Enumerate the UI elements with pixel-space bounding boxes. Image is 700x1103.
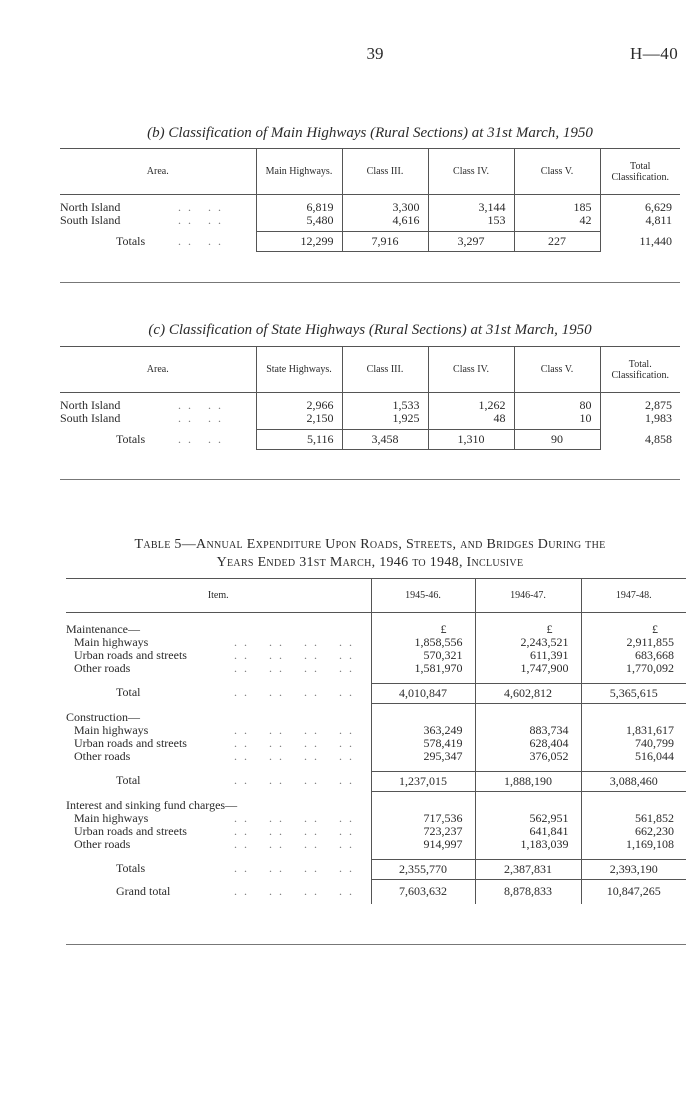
- cell-1945-46: 570,321: [371, 649, 475, 662]
- table5-title-line1: Table 5—Annual Expenditure Upon Roads, Streets, and Bridges During the: [134, 537, 606, 552]
- col-area: Area.: [60, 149, 256, 195]
- total-label: Total: [116, 685, 141, 699]
- cell-1946-47: 641,841: [475, 825, 581, 838]
- total-class3: 3,458: [342, 430, 428, 450]
- col-area: Area.: [60, 347, 256, 393]
- cell-1946-47: 376,052: [475, 750, 581, 763]
- cell-1947-48: 2,911,855: [581, 636, 686, 649]
- table-row: Other roads . . . . . . . . 914,997 1,183,039 1,169,108: [66, 838, 686, 851]
- col-class5: Class V.: [514, 347, 600, 393]
- cell-1947-48: 1,831,617: [581, 724, 686, 737]
- cell-1946-47: 883,734: [475, 724, 581, 737]
- cell-1945-46: 363,249: [371, 724, 475, 737]
- grand-total-1947-48: 10,847,265: [581, 885, 686, 898]
- cell-1947-48: 662,230: [581, 825, 686, 838]
- total-1946-47: 2,387,831: [475, 859, 581, 879]
- total-class4: 1,310: [428, 430, 514, 450]
- cell-1946-47: 628,404: [475, 737, 581, 750]
- total-1946-47: 4,602,812: [475, 683, 581, 703]
- section-heading-row: [66, 711, 686, 724]
- col-class3: Class III.: [342, 149, 428, 195]
- table-row: Main highways . . . . . . . . 717,536 562,951 561,852: [66, 812, 686, 825]
- cell-1945-46: 1,581,970: [371, 662, 475, 675]
- divider: [60, 479, 680, 480]
- row-label: Urban roads and streets: [74, 648, 187, 662]
- section-total-row: Total . . . . . . . . 1,237,015 1,888,190 3,088,460: [66, 771, 686, 791]
- table-c: [60, 346, 680, 450]
- totals-label: Totals: [116, 431, 146, 446]
- cell-class5: 185: [514, 201, 600, 214]
- cell-class4: 153: [428, 214, 514, 227]
- cell-1945-46: 914,997: [371, 838, 475, 851]
- total-1947-48: 3,088,460: [581, 771, 686, 791]
- cell-state: 2,966: [256, 399, 342, 412]
- section-heading-row: [66, 799, 686, 812]
- col-main: Main Highways.: [256, 149, 342, 195]
- cell-class4: 48: [428, 412, 514, 425]
- cell-class5: 80: [514, 399, 600, 412]
- cell-class3: 1,925: [342, 412, 428, 425]
- row-label: Urban roads and streets: [74, 736, 187, 750]
- section-heading: Maintenance—: [66, 622, 140, 636]
- total-state: 5,116: [256, 430, 342, 450]
- col-class5: Class V.: [514, 149, 600, 195]
- cell-1947-48: 561,852: [581, 812, 686, 825]
- col-class4: Class IV.: [428, 347, 514, 393]
- totals-label: Totals: [116, 233, 146, 248]
- total-main: 12,299: [256, 232, 342, 252]
- row-area: North Island: [60, 397, 121, 412]
- page-code: H—40: [630, 44, 679, 63]
- section-heading: Interest and sinking fund charges—: [66, 798, 238, 812]
- section-heading-row: [66, 623, 686, 636]
- col-state: State Highways.: [256, 347, 342, 393]
- row-label: Other roads: [74, 837, 131, 851]
- total-total: 4,858: [600, 430, 680, 450]
- cell-1947-48: 683,668: [581, 649, 686, 662]
- cell-1945-46: 578,419: [371, 737, 475, 750]
- col-1947-48: 1947-48.: [581, 579, 686, 613]
- section-total-row: Totals . . . . . . . . 2,355,770 2,387,831 2,393,190: [66, 859, 686, 879]
- table5-title-line2: Years Ended 31st March, 1946 to 1948, Inclusive: [216, 555, 524, 570]
- total-1945-46: 4,010,847: [371, 683, 475, 703]
- cell-1947-48: 516,044: [581, 750, 686, 763]
- grand-total-1946-47: 8,878,833: [475, 885, 581, 898]
- divider: [60, 282, 680, 283]
- cell-class3: 3,300: [342, 201, 428, 214]
- table-row: Other roads . . . . . . . . 1,581,970 1,747,900 1,770,092: [66, 662, 686, 675]
- cell-1945-46: 723,237: [371, 825, 475, 838]
- page-number: 39: [366, 44, 384, 63]
- cell-state: 2,150: [256, 412, 342, 425]
- cell-class5: 42: [514, 214, 600, 227]
- cell-class5: 10: [514, 412, 600, 425]
- col-class4: Class IV.: [428, 149, 514, 195]
- cell-1946-47: 1,183,039: [475, 838, 581, 851]
- total-class5: 90: [514, 430, 600, 450]
- cell-total: 4,811: [600, 214, 680, 227]
- total-total: 11,440: [600, 232, 680, 252]
- col-item: Item.: [66, 579, 371, 613]
- cell-1947-48: 1,770,092: [581, 662, 686, 675]
- col-1946-47: 1946-47.: [475, 579, 581, 613]
- cell-class4: 3,144: [428, 201, 514, 214]
- table-row: Urban roads and streets . . . . . . . . 723,237 641,841 662,230: [66, 825, 686, 838]
- cell-1946-47: 611,391: [475, 649, 581, 662]
- table-row: Other roads . . . . . . . . 295,347 376,052 516,044: [66, 750, 686, 763]
- cell-1946-47: 562,951: [475, 812, 581, 825]
- row-label: Main highways: [74, 723, 149, 737]
- table-row: Main highways . . . . . . . . 363,249 883,734 1,831,617: [66, 724, 686, 737]
- total-1945-46: 2,355,770: [371, 859, 475, 879]
- table5: [66, 578, 686, 904]
- currency-symbol: £: [371, 623, 475, 636]
- total-label: Total: [116, 773, 141, 787]
- currency-symbol: £: [581, 623, 686, 636]
- total-class4: 3,297: [428, 232, 514, 252]
- row-area: South Island: [60, 410, 121, 425]
- total-1946-47: 1,888,190: [475, 771, 581, 791]
- totals-row: Totals . . . . 5,116 3,458 1,310 90 4,858: [60, 430, 680, 450]
- cell-total: 1,983: [600, 412, 680, 425]
- total-1947-48: 2,393,190: [581, 859, 686, 879]
- table-row: Main highways . . . . . . . . 1,858,556 2,243,521 2,911,855: [66, 636, 686, 649]
- total-label: Totals: [116, 861, 146, 875]
- divider: [66, 944, 686, 945]
- table-row: South Island . . . . 5,480 4,616 153 42 4,811: [60, 214, 680, 227]
- totals-row: Totals . . . . 12,299 7,916 3,297 227 11,440: [60, 232, 680, 252]
- row-area: North Island: [60, 199, 121, 214]
- cell-class3: 1,533: [342, 399, 428, 412]
- col-total: Total Classification.: [600, 149, 680, 195]
- row-label: Main highways: [74, 811, 149, 825]
- total-1947-48: 5,365,615: [581, 683, 686, 703]
- cell-1947-48: 740,799: [581, 737, 686, 750]
- cell-main: 5,480: [256, 214, 342, 227]
- col-total: Total. Classification.: [600, 347, 680, 393]
- cell-class4: 1,262: [428, 399, 514, 412]
- cell-1946-47: 1,747,900: [475, 662, 581, 675]
- row-label: Other roads: [74, 749, 131, 763]
- table-row: Urban roads and streets . . . . . . . . 578,419 628,404 740,799: [66, 737, 686, 750]
- cell-total: 2,875: [600, 399, 680, 412]
- cell-1945-46: 295,347: [371, 750, 475, 763]
- total-1945-46: 1,237,015: [371, 771, 475, 791]
- row-label: Other roads: [74, 661, 131, 675]
- currency-symbol: £: [475, 623, 581, 636]
- cell-main: 6,819: [256, 201, 342, 214]
- table-row: Urban roads and streets . . . . . . . . 570,321 611,391 683,668: [66, 649, 686, 662]
- table-row: North Island . . . . 2,966 1,533 1,262 80 2,875: [60, 399, 680, 412]
- cell-1947-48: 1,169,108: [581, 838, 686, 851]
- cell-1946-47: 2,243,521: [475, 636, 581, 649]
- table-b-caption: (b) Classification of Main Highways (Rural Sections) at 31st March, 1950: [147, 125, 593, 141]
- section-heading: Construction—: [66, 710, 140, 724]
- table-row: North Island . . . . 6,819 3,300 3,144 185 6,629: [60, 201, 680, 214]
- row-label: Main highways: [74, 635, 149, 649]
- section-total-row: Total . . . . . . . . 4,010,847 4,602,812 5,365,615: [66, 683, 686, 703]
- total-class5: 227: [514, 232, 600, 252]
- total-class3: 7,916: [342, 232, 428, 252]
- col-1945-46: 1945-46.: [371, 579, 475, 613]
- grand-total-1945-46: 7,603,632: [371, 885, 475, 898]
- table-c-caption: (c) Classification of State Highways (Rural Sections) at 31st March, 1950: [148, 322, 592, 338]
- table-row: South Island . . . . 2,150 1,925 48 10 1,983: [60, 412, 680, 425]
- grand-total-label: Grand total: [116, 884, 171, 898]
- cell-1945-46: 1,858,556: [371, 636, 475, 649]
- grand-total-row: Grand total . . . . . . . . 7,603,632 8,878,833 10,847,265: [66, 885, 686, 898]
- cell-class3: 4,616: [342, 214, 428, 227]
- col-class3: Class III.: [342, 347, 428, 393]
- cell-1945-46: 717,536: [371, 812, 475, 825]
- row-label: Urban roads and streets: [74, 824, 187, 838]
- row-area: South Island: [60, 212, 121, 227]
- table-b: [60, 148, 680, 252]
- cell-total: 6,629: [600, 201, 680, 214]
